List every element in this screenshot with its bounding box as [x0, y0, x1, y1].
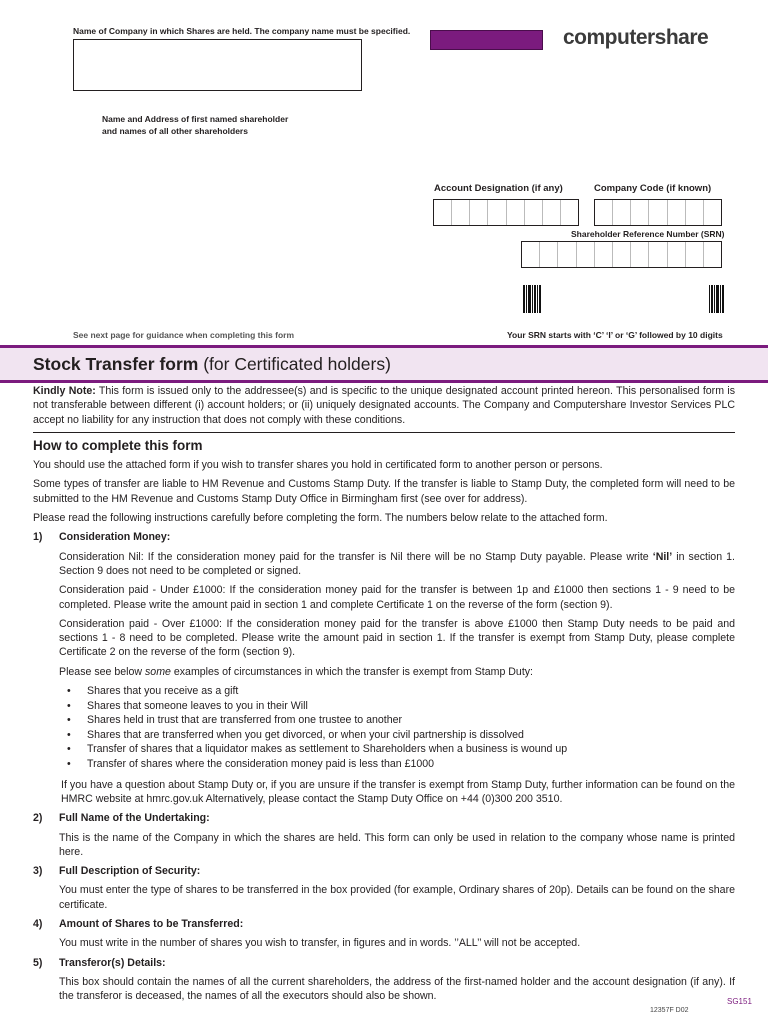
howto-p1: You should use the attached form if you wish to transfer shares you hold in certificated form to another person or persons.: [33, 459, 603, 472]
howto-p3: Please read the following instructions carefully before completing the form. The numbers below relate to the attached form.: [33, 512, 608, 525]
section-2-text: This is the name of the Company in which the shares are held. This form can only be used in relation to the company whose name is printed here.: [59, 831, 735, 858]
account-designation-label: Account Designation (if any): [434, 183, 563, 194]
form-id: SG151: [727, 997, 752, 1006]
section-3-text: You must enter the type of shares to be transferred in the box provided (for example, Ordinary shares of 20p). Details can be found on the share certificate.: [59, 884, 735, 911]
account-designation-field[interactable]: [433, 199, 579, 226]
section-4-heading: 4) Amount of Shares to be Transferred:: [33, 917, 244, 930]
srn-format-note: Your SRN starts with ‘C’ ‘I’ or ‘G’ followed by 10 digits: [507, 330, 723, 340]
shareholder-label-line2: and names of all other shareholders: [102, 126, 248, 136]
howto-p2: Some types of transfer are liable to HM Revenue and Customs Stamp Duty. If the transfer is liable to Stamp Duty, the completed form will need to be submitted to the HM Revenue and Customs Stamp Duty Office in Birmingham first (see over for address).: [33, 478, 735, 505]
section-1-heading: 1) Consideration Money:: [33, 531, 171, 544]
exempt-list: [59, 684, 735, 772]
instructions: [33, 384, 735, 1008]
page-title: [33, 354, 391, 375]
divider: [33, 432, 735, 433]
company-name-label: Name of Company in which Shares are held. The company name must be specified.: [73, 26, 411, 36]
brand-color-bar: [430, 30, 543, 50]
form-code: 12357F D02: [650, 1007, 689, 1014]
kindly-note-label: Kindly Note:: [33, 385, 96, 397]
list-item: • Transfer of shares that a liquidator makes as settlement to Shareholders when a business is wound up: [59, 742, 735, 757]
barcode-left: [523, 285, 542, 313]
srn-field[interactable]: [521, 241, 722, 268]
barcode-right: [709, 285, 725, 313]
guidance-note: See next page for guidance when completing this form: [73, 330, 295, 340]
title-sub: (for Certificated holders): [203, 354, 391, 374]
list-item: • Shares that someone leaves to you in their Will: [59, 699, 735, 714]
company-code-label: Company Code (if known): [594, 183, 712, 194]
list-item: • Shares that are transferred when you get divorced, or when your civil partnership is dissolved: [59, 728, 735, 743]
consideration-under: Consideration paid - Under £1000: If the consideration money paid for the transfer is between 1p and £1000 then sections 1 - 9 need to be completed. Please write the amount paid in section 1 and complete Certificate 1 on the reverse of the form (section 9).: [59, 584, 735, 611]
section-4-text: You must write in the number of shares you wish to transfer, in figures and in words. ’’ALL’’ will not be accepted.: [59, 937, 581, 950]
company-code-field[interactable]: [594, 199, 722, 226]
list-item: • Shares held in trust that are transferred from one trustee to another: [59, 713, 735, 728]
srn-label: Shareholder Reference Number (SRN): [571, 229, 725, 239]
computershare-logo: computershare: [563, 26, 709, 49]
howto-heading: How to complete this form: [33, 437, 203, 453]
shareholder-label-line1: Name and Address of first named shareholder: [102, 114, 289, 124]
consideration-over: Consideration paid - Over £1000: If the consideration money paid for the transfer is above £1000 then Stamp Duty needs to be paid and sections 1 - 8 need to be completed. Please write the amount paid in section 1. If the transfer is exempt from Stamp Duty, please complete Certificate 2 on the reverse of the form (section 9).: [59, 617, 735, 659]
list-item: • Shares that you receive as a gift: [59, 684, 735, 699]
section-5-heading: 5) Transferor(s) Details:: [33, 956, 166, 969]
kindly-note-text: This form is issued only to the addressee(s) and is specific to the unique designated account printed hereon. This personalised form is not transferable between different (i) account holders; or (ii) uniquely designated accounts. The Company and Computershare Investor Services PLC accept no liability for any instruction that does not comply with these conditions.: [33, 385, 735, 426]
list-item: • Transfer of shares where the consideration money paid is less than £1000: [59, 757, 735, 772]
exempt-intro: Please see below some examples of circumstances in which the transfer is exempt from Stamp Duty:: [59, 665, 534, 678]
company-name-field[interactable]: [73, 39, 362, 91]
kindly-note: [33, 384, 735, 427]
consideration-nil: Consideration Nil: If the consideration money paid for the transfer is Nil there will be no Stamp Duty payable. Please write ‘Nil’ in section 1. Section 9 does not need to be completed or signed.: [59, 550, 735, 577]
title-main: Stock Transfer form: [33, 354, 199, 374]
section-2-heading: 2) Full Name of the Undertaking:: [33, 812, 210, 825]
section-5-text: This box should contain the names of all the current shareholders, the address of the first-named holder and the account designation (if any). If the transferor is deceased, the names of all the executors should also be shown.: [59, 975, 735, 1003]
section-3-heading: 3) Full Description of Security:: [33, 865, 201, 878]
title-band: [0, 345, 768, 383]
stamp-duty-question: If you have a question about Stamp Duty or, if you are unsure if the transfer is exempt from Stamp Duty, further information can be found on the HMRC website at hmrc.gov.uk Alternatively, please contact the Stamp Duty Office on +44 (0)300 200 3510.: [61, 778, 735, 805]
